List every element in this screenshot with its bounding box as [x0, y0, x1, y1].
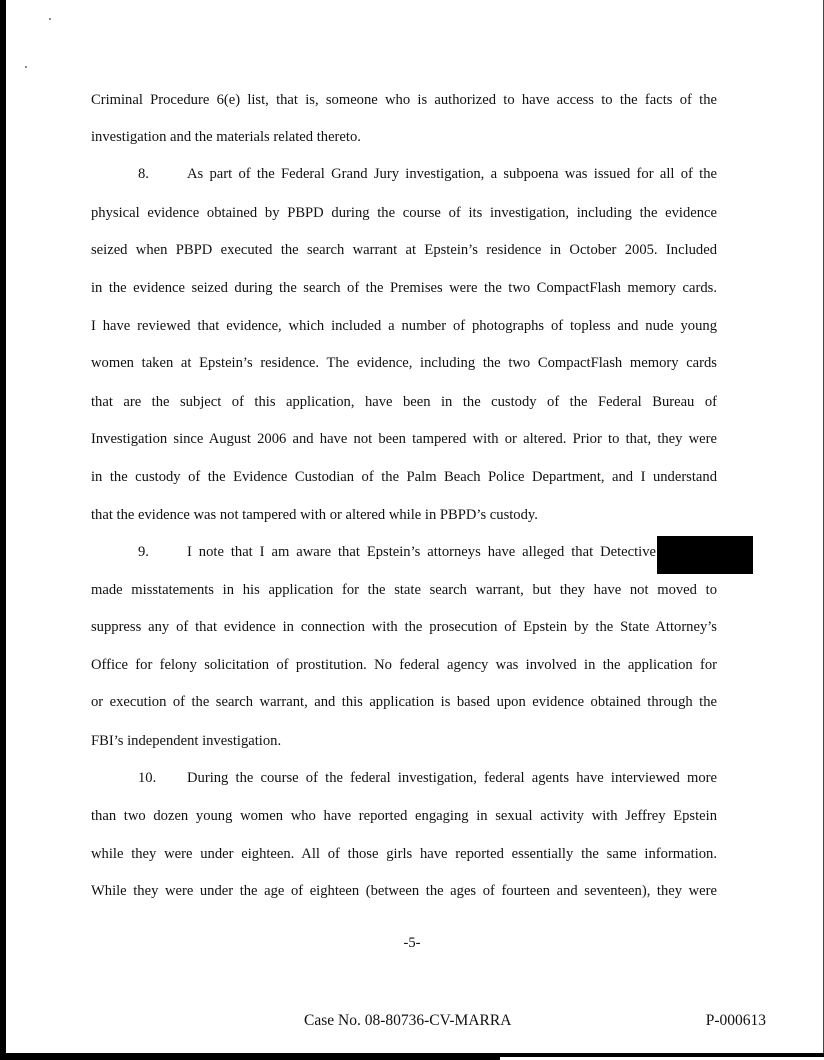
- text-line: while they were under eighteen. All of those girls have reported essentially the same information.: [91, 846, 717, 862]
- paragraph-number: 9.: [138, 544, 149, 560]
- text-line: Office for felony solicitation of prostitution. No federal agency was involved in the application for: [91, 657, 717, 673]
- page-number: -5-: [403, 935, 421, 951]
- text-line: seized when PBPD executed the search warrant at Epstein’s residence in October 2005. Included: [91, 242, 717, 258]
- text-line: in the custody of the Evidence Custodian of the Palm Beach Police Department, and I understand: [91, 469, 717, 485]
- text-line: physical evidence obtained by PBPD during the course of its investigation, including the evidence: [91, 205, 717, 221]
- text-line: Criminal Procedure 6(e) list, that is, someone who is authorized to have access to the facts of the: [91, 92, 717, 108]
- text-line: FBI’s independent investigation.: [91, 733, 282, 749]
- redaction-box: [657, 536, 753, 574]
- footer-bates-number: P-000613: [705, 1012, 766, 1029]
- scan-edge-left: [0, 0, 6, 1060]
- text-line: investigation and the materials related thereto.: [91, 129, 361, 145]
- text-line: I have reviewed that evidence, which included a number of photographs of topless and nude young: [91, 318, 717, 334]
- text-line: I note that I am aware that Epstein’s attorneys have alleged that Detective: [187, 544, 656, 560]
- text-line: or execution of the search warrant, and this application is based upon evidence obtained through the: [91, 694, 717, 710]
- text-line: Investigation since August 2006 and have not been tampered with or altered. Prior to that, they were: [91, 431, 717, 447]
- text-line: in the evidence seized during the search of the Premises were the two CompactFlash memory cards.: [91, 280, 717, 296]
- text-line: While they were under the age of eighteen (between the ages of fourteen and seventeen), they were: [91, 883, 717, 899]
- text-line: made misstatements in his application for the state search warrant, but they have not moved to: [91, 582, 717, 598]
- scan-speck: [49, 18, 51, 20]
- text-line: women taken at Epstein’s residence. The evidence, including the two CompactFlash memory cards: [91, 355, 717, 371]
- footer-case-number: Case No. 08-80736-CV-MARRA: [304, 1012, 512, 1029]
- text-line: that are the subject of this application, have been in the custody of the Federal Bureau of: [91, 394, 717, 410]
- scan-speck: [25, 66, 27, 68]
- text-line: than two dozen young women who have reported engaging in sexual activity with Jeffrey Epstein: [91, 808, 717, 824]
- text-line: suppress any of that evidence in connection with the prosecution of Epstein by the State Attorney’s: [91, 619, 717, 635]
- text-line: As part of the Federal Grand Jury investigation, a subpoena was issued for all of the: [187, 166, 717, 182]
- text-line: During the course of the federal investigation, federal agents have interviewed more: [187, 770, 717, 786]
- text-line: that the evidence was not tampered with or altered while in PBPD’s custody.: [91, 507, 538, 523]
- paragraph-number: 10.: [138, 770, 157, 786]
- paragraph-number: 8.: [138, 166, 149, 182]
